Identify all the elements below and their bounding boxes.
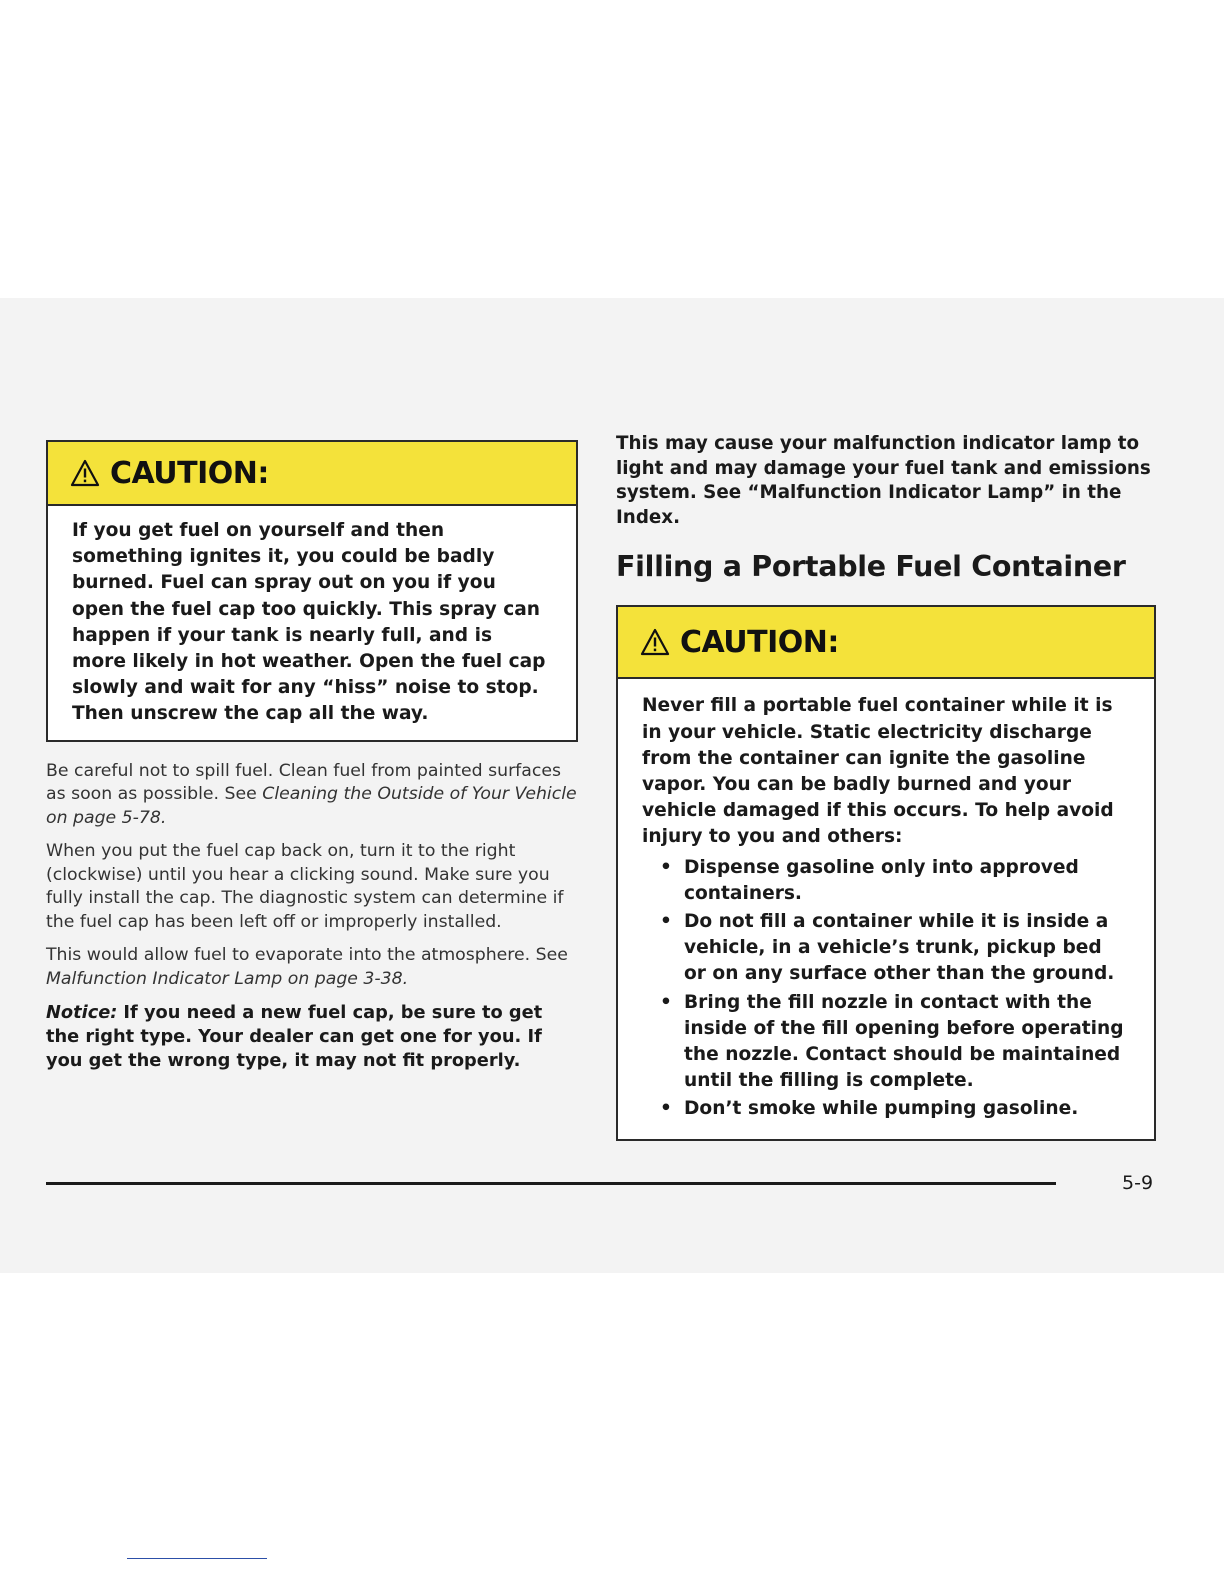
- notice-paragraph: [46, 1001, 578, 1073]
- caution-header: [48, 442, 576, 506]
- caution-text: If you get fuel on yourself and then something ignites it, you could be badly burned. Fuel can spray out on you if you open the fuel cap too quickly. This spray can happen if your tank is nearly full, and is more likely in hot weather. Open the fuel cap slowly and wait for any “hiss” noise to stop. Then unscrew the cap all the way.: [72, 520, 546, 725]
- caution-bullet-list: [642, 855, 1130, 1123]
- paragraph-text: Be careful not to spill fuel. Clean fuel from painted surfaces as soon as possible. See: [46, 760, 561, 805]
- cross-reference-link[interactable]: Cleaning the Outside of Your Vehicle on page 5-78.: [46, 784, 577, 828]
- section-heading: Filling a Portable Fuel Container: [616, 550, 1126, 584]
- caution-text: Never fill a portable fuel container while it is in your vehicle. Static electricity discharge from the container can ignite the gasoline vapor. You can be badly burned and your vehicle damaged if this occurs. To help avoid injury to you and others:: [642, 695, 1114, 848]
- caution-body: [618, 679, 1154, 1138]
- intro-paragraph: This may cause your malfunction indicator lamp to light and may damage your fuel tank and emissions system. See “Malfunction Indicator Lamp” in the Index.: [616, 433, 1151, 528]
- cross-reference-link[interactable]: Malfunction Indicator Lamp on page 3-38.: [46, 968, 409, 989]
- page-number: 5-9: [1122, 1172, 1154, 1194]
- paragraph-text: This would allow fuel to evaporate into the atmosphere. See: [46, 945, 568, 966]
- caution-box-portable-container: [616, 605, 1156, 1140]
- notice-text: If you need a new fuel cap, be sure to get the right type. Your dealer can get one for you. If you get the wrong type, it may not fit properly.: [46, 1002, 543, 1072]
- paragraph-fuel-cap: [46, 840, 578, 934]
- caution-title: CAUTION:: [110, 455, 269, 491]
- list-item: • Do not fill a container while it is inside a vehicle, in a vehicle’s trunk, pickup bed or on any surface other than the ground.: [660, 909, 1130, 988]
- right-column: [616, 432, 1156, 1141]
- list-item: • Dispense gasoline only into approved containers.: [660, 855, 1130, 907]
- caution-box-fuel-spray: [46, 440, 578, 742]
- footer-rule: [46, 1182, 1056, 1185]
- paragraph-text: When you put the fuel cap back on, turn it to the right (clockwise) until you hear a clicking sound. Make sure you fully install the cap. The diagnostic system can determine if the fuel cap has been left off or improperly installed.: [46, 841, 564, 932]
- warning-triangle-icon: [640, 628, 670, 656]
- notice-label: Notice:: [46, 1002, 118, 1024]
- caution-body: [48, 506, 576, 740]
- bottom-link-underline: [127, 1558, 267, 1559]
- list-item: • Bring the fill nozzle in contact with the inside of the fill opening before operating the nozzle. Contact should be maintained until the filling is complete.: [660, 990, 1130, 1095]
- warning-triangle-icon: [70, 459, 100, 487]
- list-item: • Don’t smoke while pumping gasoline.: [660, 1096, 1130, 1122]
- caution-header: [618, 607, 1154, 679]
- paragraph-spill: [46, 760, 578, 831]
- left-column: [46, 440, 578, 1073]
- caution-title: CAUTION:: [680, 624, 839, 660]
- paragraph-evaporate: [46, 944, 578, 991]
